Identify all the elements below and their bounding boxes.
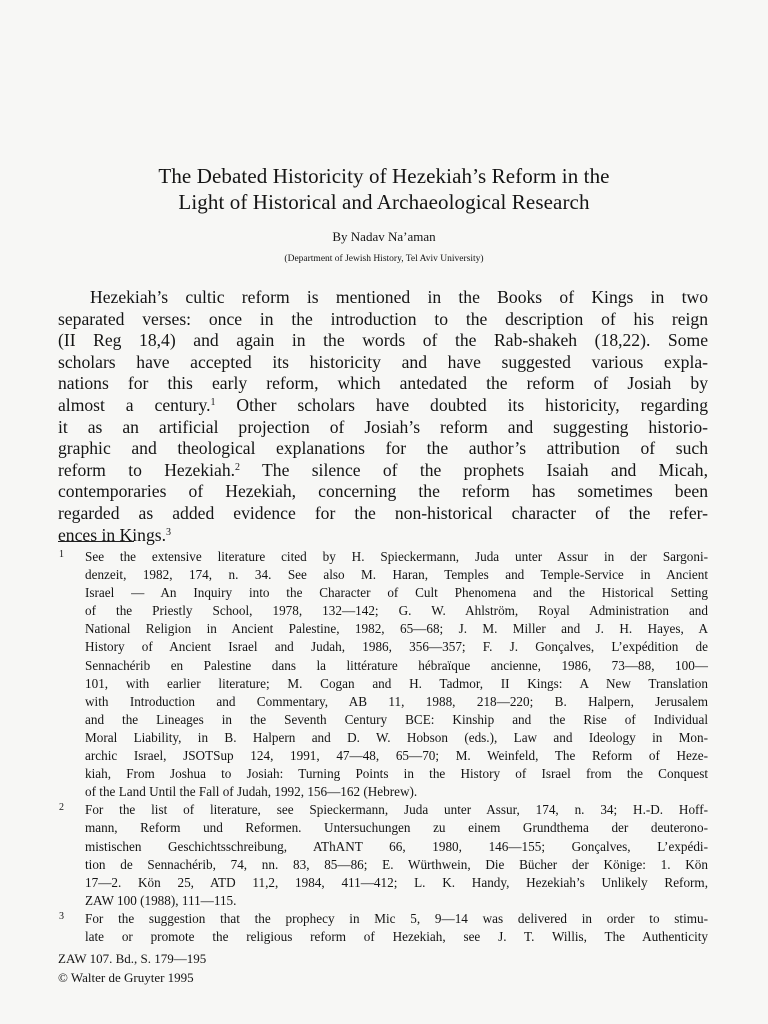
footnote-ref-2[interactable]: 2	[235, 461, 241, 473]
footnote-line: National Religion in Ancient Palestine, 1982, 65—68; J. M. Miller and J. H. Hayes, A	[85, 621, 708, 637]
footnote-line: For the suggestion that the prophecy in Mic 5, 9—14 was delivered in order to stimu-	[85, 910, 708, 926]
footnote-line: kiah, From Joshua to Josiah: Turning Points in the History of Israel from the Conquest	[85, 766, 708, 782]
footnotes	[40, 548, 708, 946]
footnote-line: ZAW 100 (1988), 111—115.	[85, 892, 237, 908]
footnote-line: with Introduction and Commentary, AB 11, 1988, 218—220; B. Halpern, Jerusalem	[85, 693, 708, 709]
footnote-line: 17—2. Kön 25, ATD 11,2, 1984, 411—412; L. K. Handy, Hezekiah’s Unlikely Reform,	[85, 874, 708, 890]
footnote-line: mistischen Geschichtsschreibung, AThANT 66, 1980, 146—155; Gonçalves, L’expédi-	[85, 838, 708, 854]
author-affiliation: (Department of Jewish History, Tel Aviv University)	[284, 254, 484, 264]
footnote-line: late or promote the religious reform of Hezekiah, see J. T. Willis, The Authenticity	[85, 928, 708, 944]
footnote-ref-1[interactable]: 1	[210, 396, 216, 408]
footnote-line: archic Israel, JSOTSup 124, 1991, 47—48, 65—70; M. Weinfeld, The Reform of Heze-	[85, 748, 708, 764]
footnote-number: 3	[59, 910, 64, 922]
body-line: it as an artificial projection of Josiah’s reform and suggesting historio-	[58, 416, 708, 437]
footnote-1	[40, 548, 708, 801]
body-line: separated verses: once in the introduction to the description of his reign	[58, 308, 708, 329]
footnote-line: See the extensive literature cited by H. Spieckermann, Juda unter Assur in der Sargoni-	[85, 549, 708, 564]
body-paragraph	[58, 287, 708, 546]
body-line: graphic and theological explanations for the author’s attribution of such	[58, 438, 708, 459]
title-line-2: Light of Historical and Archaeological Research	[178, 190, 590, 214]
footnote-line: 101, with earlier literature; M. Cogan and H. Tadmor, II Kings: A New Translation	[85, 675, 708, 691]
footnote-divider	[58, 541, 134, 542]
body-line-text: reform to Hezekiah.	[58, 459, 236, 480]
body-line: (II Reg 18,4) and again in the words of the Rab-shakeh (18,22). Some	[58, 330, 708, 351]
footnote-line: of the Priestly School, 1978, 132—142; G. W. Ahlström, Royal Administration and	[85, 603, 708, 619]
body-line: Hezekiah’s cultic reform is mentioned in the Books of Kings in two	[90, 287, 708, 307]
body-line: contemporaries of Hezekiah, concerning the reform has sometimes been	[58, 481, 708, 502]
footnote-number: 2	[59, 802, 64, 814]
footnote-ref-3[interactable]: 3	[166, 526, 171, 538]
footnote-number: 1	[59, 549, 64, 560]
article-title	[40, 163, 728, 215]
copyright-notice: © Walter de Gruyter 1995	[58, 969, 194, 985]
footnote-line: mann, Reform und Reformen. Untersuchungen zu einem Grundthema der deuterono-	[85, 820, 708, 836]
footnote-line: tion de Sennachérib, 74, nn. 83, 85—86; E. Würthwein, Die Bücher der Könige: 1. Kön	[85, 856, 708, 872]
body-line: regarded as added evidence for the non-historical character of the refer-	[58, 502, 708, 523]
body-line-text: Other scholars have doubted its historicity, regarding	[215, 394, 709, 415]
footnote-line: denzeit, 1982, 174, n. 34. See also M. Haran, Temples and Temple-Service in Ancient	[85, 567, 708, 583]
body-line: scholars have accepted its historicity and have suggested various expla-	[58, 351, 708, 372]
journal-citation: ZAW 107. Bd., S. 179—195	[58, 951, 207, 966]
footnote-line: Israel — An Inquiry into the Character of Cult Phenomena and the Historical Setting	[85, 585, 708, 601]
footnote-line: Moral Liability, in B. Halpern and D. W. Hobson (eds.), Law and Ideology in Mon-	[85, 729, 708, 745]
body-line-text: The silence of the prophets Isaiah and Micah,	[240, 459, 708, 480]
body-line-text: ences in Kings.	[58, 524, 166, 545]
body-line: nations for this early reform, which antedated the reform of Josiah by	[58, 373, 708, 394]
footnote-line: History of Ancient Israel and Judah, 1986, 356—357; F. J. Gonçalves, L’expédition de	[85, 639, 708, 655]
author-byline: By Nadav Na’aman	[332, 229, 436, 244]
body-line	[58, 395, 708, 417]
footnote-line: of the Land Until the Fall of Judah, 1992, 156—162 (Hebrew).	[85, 784, 418, 800]
body-line-text: almost a century.	[58, 394, 211, 415]
body-line	[58, 525, 708, 547]
publication-info	[58, 950, 206, 987]
footnote-2	[40, 801, 708, 910]
footnote-line: Sennachérib en Palestine dans la littérature hébraïque ancienne, 1986, 73—88, 100—	[85, 657, 708, 673]
title-line-1: The Debated Historicity of Hezekiah’s Reform in the	[158, 164, 610, 188]
footnote-3	[40, 910, 708, 946]
footnote-line: and the Lineages in the Seventh Century BCE: Kinship and the Rise of Individual	[85, 711, 708, 727]
footnote-line: For the list of literature, see Spieckermann, Juda unter Assur, 174, n. 34; H.-D. Hoff-	[85, 802, 708, 818]
body-line	[58, 460, 708, 482]
